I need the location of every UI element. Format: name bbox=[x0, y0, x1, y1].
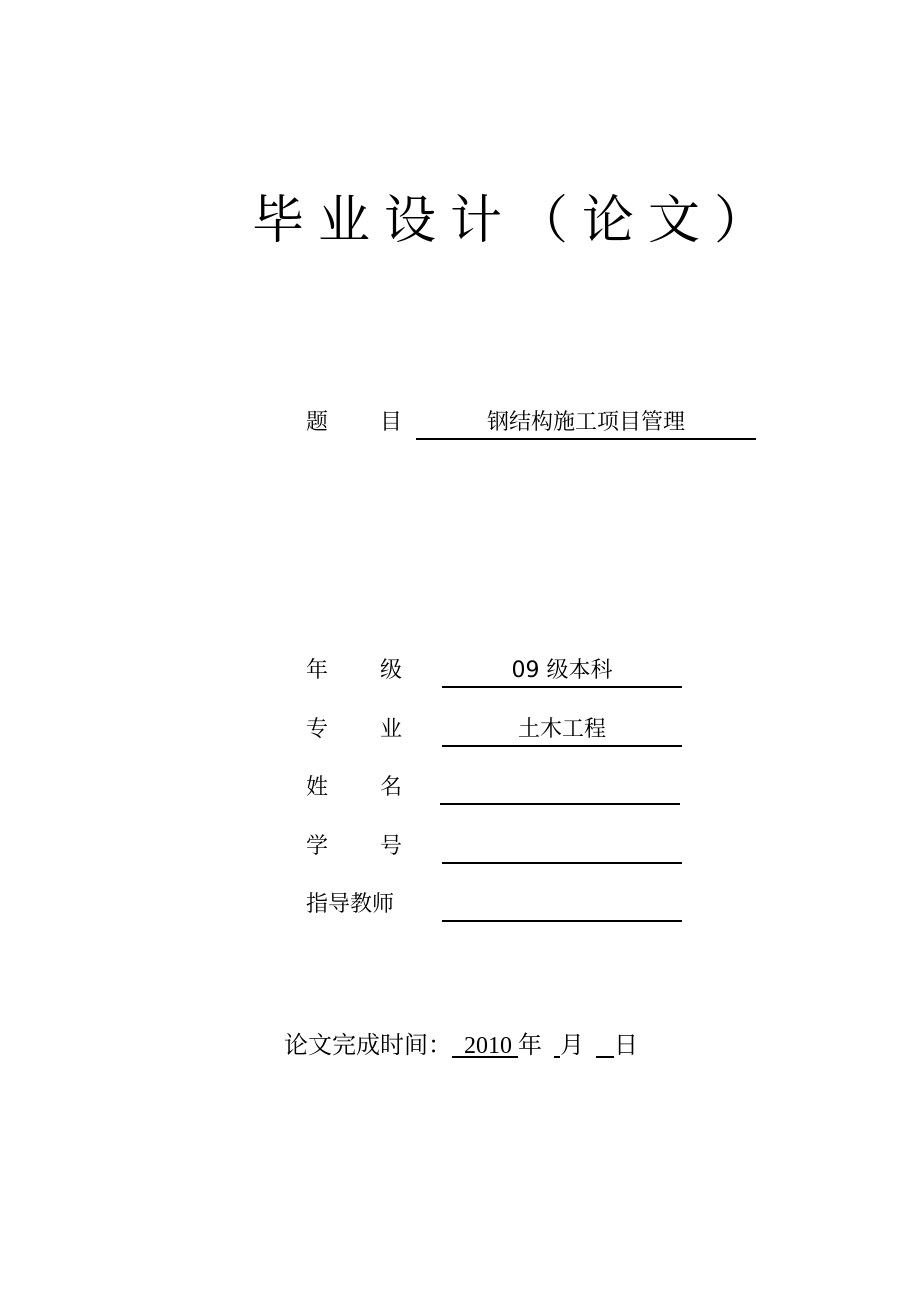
name-label-char-2: 名 bbox=[380, 775, 403, 800]
student-id-label-char-1: 学 bbox=[306, 834, 329, 859]
page-title: 毕业设计（论文） bbox=[252, 191, 781, 251]
completion-label: 论文完成时间： bbox=[284, 1033, 452, 1059]
major-label-char-1: 专 bbox=[306, 717, 329, 742]
completion-year-unit: 年 bbox=[518, 1033, 542, 1059]
topic-value: 钢结构施工项目管理 bbox=[486, 410, 685, 435]
topic-field bbox=[416, 408, 756, 440]
name-label-char-1: 姓 bbox=[306, 775, 329, 800]
major-label bbox=[306, 715, 402, 745]
advisor-field bbox=[442, 890, 682, 922]
name-field bbox=[440, 773, 680, 805]
topic-label-char-1: 题 bbox=[306, 410, 329, 435]
grade-label-char-1: 年 bbox=[306, 658, 329, 683]
completion-day-unit: 日 bbox=[614, 1033, 638, 1059]
major-field bbox=[442, 715, 682, 747]
completion-day-blank bbox=[596, 1033, 614, 1059]
topic-label bbox=[306, 408, 402, 438]
major-value: 土木工程 bbox=[517, 717, 606, 742]
grade-label bbox=[306, 656, 402, 686]
grade-label-char-2: 级 bbox=[380, 658, 403, 683]
completion-date bbox=[284, 1030, 638, 1062]
student-id-field bbox=[442, 832, 682, 864]
name-label bbox=[306, 773, 402, 803]
student-id-label-char-2: 号 bbox=[380, 834, 403, 859]
student-id-label bbox=[306, 832, 402, 862]
grade-value: 09 级本科 bbox=[511, 658, 613, 683]
completion-month-unit: 月 bbox=[560, 1033, 584, 1059]
major-label-char-2: 业 bbox=[380, 717, 403, 742]
topic-label-char-2: 目 bbox=[380, 410, 403, 435]
completion-year: 2010 bbox=[464, 1033, 512, 1059]
grade-field bbox=[442, 656, 682, 688]
advisor-label: 指导教师 bbox=[306, 892, 395, 917]
